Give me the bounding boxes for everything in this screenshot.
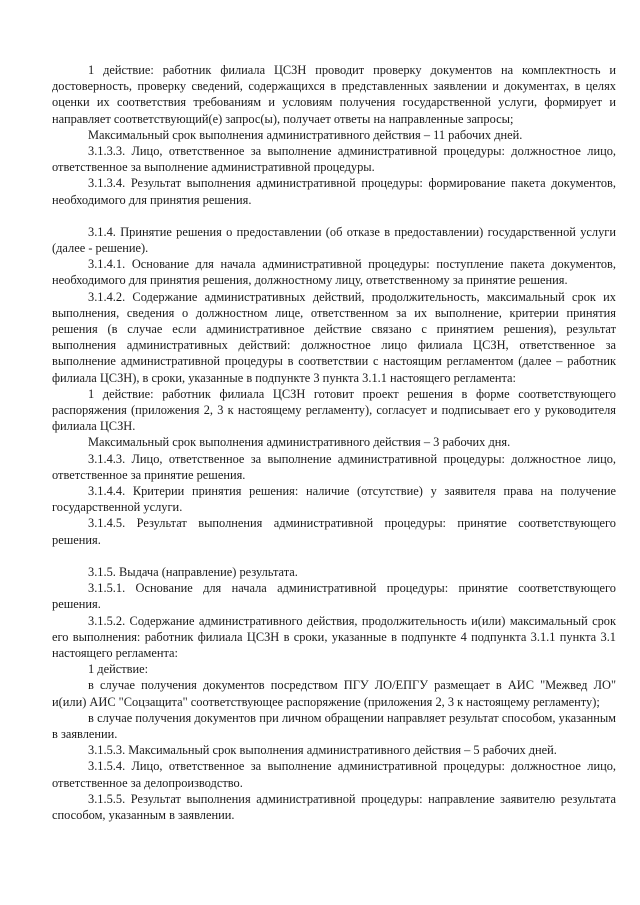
paragraph-action-1-label: 1 действие: xyxy=(88,662,149,677)
paragraph-3-1-5-4: 3.1.5.4. Лицо, ответственное за выполнение административной процедуры: должностное лицо, ответственное за делопроизводство. xyxy=(52,759,616,790)
paragraph-3-1-4-3: 3.1.4.3. Лицо, ответственное за выполнение административной процедуры: должностное лицо, ответственное за принятие решения. xyxy=(52,451,616,482)
paragraph-3-1-4-2: 3.1.4.2. Содержание административных действий, продолжительность, максимальный срок их выполнения, сведения о должностном лице, ответственном за их выполнение, критерии принятия решения (в случае если административное действие связано с принятием решения), результат выполнения административных действий: должностное лицо филиала ЦСЗН, ответственное за выполнение административной процедуры в соответствии с настоящим регламентом (далее – работник филиала ЦСЗН), в сроки, указанные в подпункте 3 пункта 3.1.1 настоящего регламента: xyxy=(52,289,616,385)
paragraph-3-1-3-4: 3.1.3.4. Результат выполнения административной процедуры: формирование пакета документов, необходимого для принятия решения. xyxy=(52,176,616,207)
spacer xyxy=(52,208,616,224)
section-heading-3-1-5: 3.1.5. Выдача (направление) результата. xyxy=(88,564,298,579)
paragraph-3-1-5-1: 3.1.5.1. Основание для начала административной процедуры: принятие соответствующего решения. xyxy=(52,581,616,612)
paragraph-3-1-4-5: 3.1.4.5. Результат выполнения административной процедуры: принятие соответствующего решения. xyxy=(52,516,616,547)
spacer xyxy=(52,548,616,564)
paragraph-3-1-4-1: 3.1.4.1. Основание для начала административной процедуры: поступление пакета документов, необходимого для принятия решения, должностному лицу, ответственному за принятие решения. xyxy=(52,257,616,288)
paragraph-3-1-5-2: 3.1.5.2. Содержание административного действия, продолжительность и(или) максимальный срок его выполнения: работник филиала ЦСЗН в сроки, указанные в подпункте 4 подпункта 3.1.1 пункта 3.1 настоящего регламента: xyxy=(52,613,616,660)
paragraph-3-1-5-3: 3.1.5.3. Максимальный срок выполнения административного действия – 5 рабочих дней. xyxy=(88,743,557,758)
paragraph-personal-case: в случае получения документов при личном обращении направляет результат способом, указанным в заявлении. xyxy=(52,710,616,741)
paragraph-3-1-5-5: 3.1.5.5. Результат выполнения административной процедуры: направление заявителю результата способом, указанным в заявлении. xyxy=(52,791,616,822)
paragraph-3-1-3-3: 3.1.3.3. Лицо, ответственное за выполнение административной процедуры: должностное лицо, ответственное за выполнение административной процедуры. xyxy=(52,144,616,175)
section-heading-3-1-4: 3.1.4. Принятие решения о предоставлении (об отказе в предоставлении) государственной услуги (далее - решение). xyxy=(52,224,616,256)
paragraph-action-1-check: 1 действие: работник филиала ЦСЗН проводит проверку документов на комплектность и достоверность, проверку сведений, содержащихся в представленных заявлении и документах, в целях оценки их соответствия требованиям и условиям получения государственной услуги, формирует и направляет соответствующий(е) запрос(ы), получает ответы на направленные запросы; xyxy=(52,63,616,126)
paragraph-portal-case: в случае получения документов посредством ПГУ ЛО/ЕПГУ размещает в АИС "Межвед ЛО" и(или) АИС "Соцзащита" соответствующее распоряжение (приложения 2, 3 к настоящему регламенту); xyxy=(52,678,616,709)
paragraph-3-1-4-4: 3.1.4.4. Критерии принятия решения: наличие (отсутствие) у заявителя права на получение государственной услуги. xyxy=(52,484,616,515)
paragraph-max-term-11: Максимальный срок выполнения административного действия – 11 рабочих дней. xyxy=(88,127,523,142)
document-body xyxy=(52,62,616,823)
paragraph-max-term-3: Максимальный срок выполнения административного действия – 3 рабочих дня. xyxy=(88,435,511,450)
paragraph-action-1-draft: 1 действие: работник филиала ЦСЗН готовит проект решения в форме соответствующего распоряжения (приложения 2, 3 к настоящему регламенту), согласует и подписывает его у руководителя филиала ЦСЗН. xyxy=(52,386,616,434)
